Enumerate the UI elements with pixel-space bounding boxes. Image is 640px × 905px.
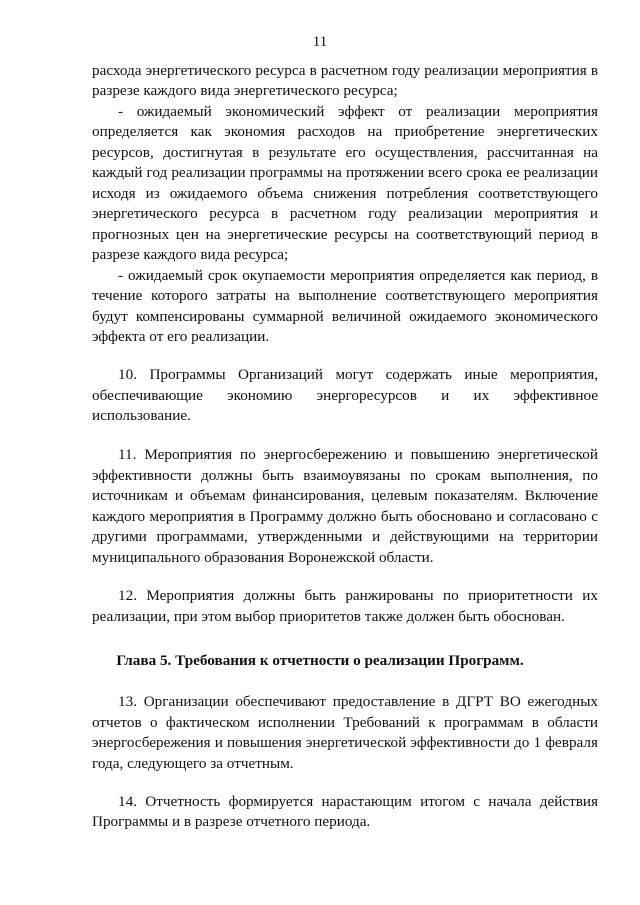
text-line: 14. Отчетность формируется нарастающим итогом с начала действия [118,793,598,810]
text-line: энергетического ресурса в расчетном году реализации мероприятия и [92,205,598,222]
text-line: каждого мероприятия в Программу должно быть обосновано и согласовано с [92,508,598,525]
text-line: ресурсов, достигнутая в результате его осуществления, рассчитанная на [92,144,598,161]
text-line: разрезе каждого вида ресурса; [92,246,289,263]
text-line: 10. Программы Организаций могут содержать иные мероприятия, [118,366,598,383]
text-line: прогнозных цен на энергетические ресурсы на соответствующий период в [92,226,598,243]
text-line: энергосбережения и повышения энергетической эффективности до 1 февраля [92,734,598,751]
text-line: реализации, при этом выбор приоритетов также должен быть обоснован. [92,608,565,625]
text-line: отчетов о фактическом исполнении Требований к программам в области [92,714,598,731]
page-number: 11 [312,34,328,50]
text-line: другими программами, утвержденными и действующими на территории [92,528,598,545]
text-line: источникам и объемам финансирования, целевым показателям. Включение [92,487,598,504]
text-line: - ожидаемый экономический эффект от реализации мероприятия [118,103,598,120]
text-line: расхода энергетического ресурса в расчетном году реализации мероприятия в [92,62,598,79]
text-line: 11. Мероприятия по энергосбережению и повышению энергетической [118,446,598,463]
text-line: будут компенсированы суммарной величиной ожидаемого экономического [92,308,598,325]
text-line: эффекта от его реализации. [92,328,270,345]
text-line: использование. [92,407,191,424]
text-line: каждый год реализации программы на протяжении всего срока ее реализации [92,164,598,181]
text-line: исходя из ожидаемого объема снижения потребления соответствующего [92,185,598,202]
text-line: обеспечивающие экономию энергоресурсов и их эффективное [92,387,598,404]
text-line: Программы и в разрезе отчетного периода. [92,813,371,830]
text-line: разрезе каждого вида энергетического ресурса; [92,82,398,99]
text-line: течение которого затраты на выполнение соответствующего мероприятия [92,287,598,304]
text-line: 12. Мероприятия должны быть ранжированы по приоритетности их [118,587,598,604]
text-line: 13. Организации обеспечивают предоставление в ДГРТ ВО ежегодных [118,693,598,710]
text-line: определяется как экономия расходов на приобретение энергетических [92,123,598,140]
text-line: эффективности должны быть взаимоувязаны по срокам выполнения, по [92,467,598,484]
text-line: года, следующего за отчетным. [92,755,294,772]
chapter-heading: Глава 5. Требования к отчетности о реализации Программ. [116,652,524,669]
text-line: - ожидаемый срок окупаемости мероприятия определяется как период, в [118,267,598,284]
text-line: муниципального образования Воронежской области. [92,549,434,566]
